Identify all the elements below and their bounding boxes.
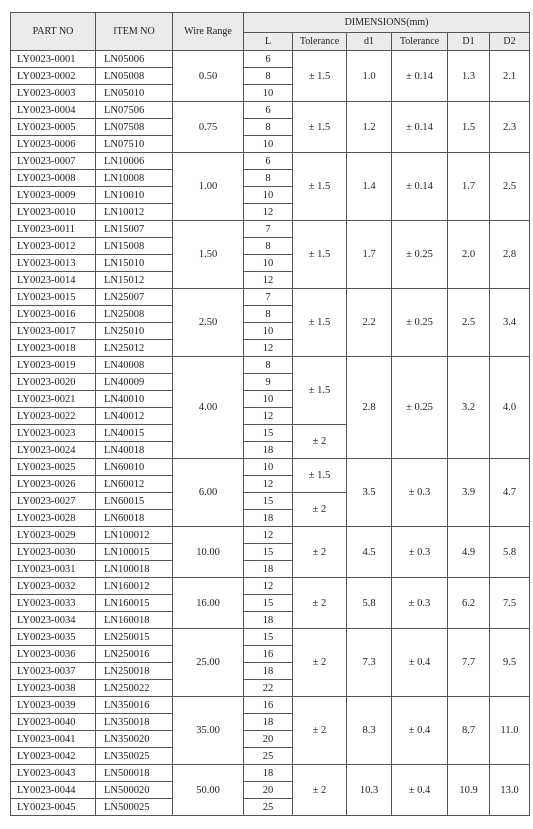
table-row <box>11 629 530 646</box>
length-cell: 10 <box>244 136 293 153</box>
d1-tolerance-cell: ± 0.4 <box>392 765 448 816</box>
dimensions-spec-table <box>10 12 530 816</box>
length-cell: 18 <box>244 663 293 680</box>
table-row <box>11 765 530 782</box>
D2-cell: 4.7 <box>490 459 530 527</box>
item-no-cell: LN07506 <box>96 102 173 119</box>
length-tolerance-cell: ± 1.5 <box>293 221 347 289</box>
D2-cell: 2.3 <box>490 102 530 153</box>
part-no-cell: LY0023-0014 <box>11 272 96 289</box>
length-cell: 10 <box>244 255 293 272</box>
length-tolerance-cell: ± 2 <box>293 527 347 578</box>
length-cell: 20 <box>244 782 293 799</box>
d1-cell: 7.3 <box>347 629 392 697</box>
header-item-no: ITEM NO <box>96 13 173 51</box>
item-no-cell: LN25012 <box>96 340 173 357</box>
length-cell: 15 <box>244 493 293 510</box>
item-no-cell: LN10006 <box>96 153 173 170</box>
part-no-cell: LY0023-0008 <box>11 170 96 187</box>
length-cell: 8 <box>244 170 293 187</box>
item-no-cell: LN250022 <box>96 680 173 697</box>
item-no-cell: LN40010 <box>96 391 173 408</box>
length-cell: 8 <box>244 306 293 323</box>
item-no-cell: LN40012 <box>96 408 173 425</box>
item-no-cell: LN05006 <box>96 51 173 68</box>
D1-cell: 7.7 <box>448 629 490 697</box>
D1-cell: 2.0 <box>448 221 490 289</box>
length-tolerance-cell: ± 2 <box>293 578 347 629</box>
part-no-cell: LY0023-0040 <box>11 714 96 731</box>
length-cell: 15 <box>244 425 293 442</box>
part-no-cell: LY0023-0028 <box>11 510 96 527</box>
part-no-cell: LY0023-0009 <box>11 187 96 204</box>
D1-cell: 1.3 <box>448 51 490 102</box>
d1-cell: 1.2 <box>347 102 392 153</box>
d1-cell: 8.3 <box>347 697 392 765</box>
length-cell: 10 <box>244 187 293 204</box>
part-no-cell: LY0023-0020 <box>11 374 96 391</box>
wire-range-cell: 16.00 <box>173 578 244 629</box>
part-no-cell: LY0023-0005 <box>11 119 96 136</box>
length-cell: 12 <box>244 272 293 289</box>
item-no-cell: LN07510 <box>96 136 173 153</box>
d1-cell: 2.2 <box>347 289 392 357</box>
table-row <box>11 102 530 119</box>
length-cell: 15 <box>244 629 293 646</box>
length-tolerance-cell: ± 2 <box>293 697 347 765</box>
length-tolerance-cell: ± 2 <box>293 493 347 527</box>
part-no-cell: LY0023-0021 <box>11 391 96 408</box>
header-l: L <box>244 33 293 51</box>
item-no-cell: LN350018 <box>96 714 173 731</box>
wire-range-cell: 35.00 <box>173 697 244 765</box>
length-cell: 9 <box>244 374 293 391</box>
table-row <box>11 527 530 544</box>
item-no-cell: LN40008 <box>96 357 173 374</box>
item-no-cell: LN350016 <box>96 697 173 714</box>
length-cell: 6 <box>244 102 293 119</box>
D1-cell: 1.7 <box>448 153 490 221</box>
item-no-cell: LN500025 <box>96 799 173 816</box>
length-tolerance-cell: ± 1.5 <box>293 51 347 102</box>
d1-cell: 1.4 <box>347 153 392 221</box>
length-cell: 25 <box>244 799 293 816</box>
length-tolerance-cell: ± 2 <box>293 425 347 459</box>
D2-cell: 5.8 <box>490 527 530 578</box>
part-no-cell: LY0023-0011 <box>11 221 96 238</box>
item-no-cell: LN100018 <box>96 561 173 578</box>
length-tolerance-cell: ± 2 <box>293 629 347 697</box>
part-no-cell: LY0023-0017 <box>11 323 96 340</box>
wire-range-cell: 6.00 <box>173 459 244 527</box>
length-cell: 12 <box>244 204 293 221</box>
D2-cell: 7.5 <box>490 578 530 629</box>
header-dimensions: DIMENSIONS(mm) <box>244 13 530 33</box>
length-cell: 25 <box>244 748 293 765</box>
part-no-cell: LY0023-0032 <box>11 578 96 595</box>
d1-tolerance-cell: ± 0.25 <box>392 289 448 357</box>
length-tolerance-cell: ± 1.5 <box>293 289 347 357</box>
length-cell: 18 <box>244 612 293 629</box>
length-cell: 7 <box>244 221 293 238</box>
D2-cell: 13.0 <box>490 765 530 816</box>
item-no-cell: LN15012 <box>96 272 173 289</box>
length-cell: 15 <box>244 544 293 561</box>
item-no-cell: LN25008 <box>96 306 173 323</box>
d1-tolerance-cell: ± 0.3 <box>392 578 448 629</box>
D1-cell: 3.9 <box>448 459 490 527</box>
wire-range-cell: 0.50 <box>173 51 244 102</box>
part-no-cell: LY0023-0043 <box>11 765 96 782</box>
d1-cell: 3.5 <box>347 459 392 527</box>
D2-cell: 4.0 <box>490 357 530 459</box>
part-no-cell: LY0023-0016 <box>11 306 96 323</box>
D2-cell: 2.8 <box>490 221 530 289</box>
item-no-cell: LN60012 <box>96 476 173 493</box>
part-no-cell: LY0023-0045 <box>11 799 96 816</box>
part-no-cell: LY0023-0029 <box>11 527 96 544</box>
part-no-cell: LY0023-0035 <box>11 629 96 646</box>
item-no-cell: LN160018 <box>96 612 173 629</box>
part-no-cell: LY0023-0034 <box>11 612 96 629</box>
length-cell: 18 <box>244 714 293 731</box>
length-cell: 18 <box>244 561 293 578</box>
header-D2: D2 <box>490 33 530 51</box>
item-no-cell: LN500020 <box>96 782 173 799</box>
wire-range-cell: 1.00 <box>173 153 244 221</box>
part-no-cell: LY0023-0027 <box>11 493 96 510</box>
d1-tolerance-cell: ± 0.3 <box>392 459 448 527</box>
wire-range-cell: 25.00 <box>173 629 244 697</box>
item-no-cell: LN160015 <box>96 595 173 612</box>
D2-cell: 9.5 <box>490 629 530 697</box>
item-no-cell: LN250015 <box>96 629 173 646</box>
length-cell: 22 <box>244 680 293 697</box>
length-cell: 8 <box>244 357 293 374</box>
D1-cell: 6.2 <box>448 578 490 629</box>
wire-range-cell: 50.00 <box>173 765 244 816</box>
header-wire-range: Wire Range <box>173 13 244 51</box>
header-d1: d1 <box>347 33 392 51</box>
d1-cell: 4.5 <box>347 527 392 578</box>
length-cell: 8 <box>244 119 293 136</box>
table-row <box>11 153 530 170</box>
length-cell: 10 <box>244 85 293 102</box>
d1-cell: 2.8 <box>347 357 392 459</box>
d1-cell: 1.0 <box>347 51 392 102</box>
d1-cell: 5.8 <box>347 578 392 629</box>
item-no-cell: LN60010 <box>96 459 173 476</box>
table-row <box>11 289 530 306</box>
table-row <box>11 357 530 374</box>
item-no-cell: LN250018 <box>96 663 173 680</box>
part-no-cell: LY0023-0030 <box>11 544 96 561</box>
D1-cell: 8.7 <box>448 697 490 765</box>
item-no-cell: LN500018 <box>96 765 173 782</box>
length-cell: 10 <box>244 323 293 340</box>
d1-tolerance-cell: ± 0.25 <box>392 221 448 289</box>
wire-range-cell: 2.50 <box>173 289 244 357</box>
part-no-cell: LY0023-0013 <box>11 255 96 272</box>
part-no-cell: LY0023-0012 <box>11 238 96 255</box>
length-cell: 8 <box>244 68 293 85</box>
part-no-cell: LY0023-0033 <box>11 595 96 612</box>
d1-tolerance-cell: ± 0.14 <box>392 51 448 102</box>
part-no-cell: LY0023-0038 <box>11 680 96 697</box>
item-no-cell: LN350020 <box>96 731 173 748</box>
header-tolerance-l: Tolerance <box>293 33 347 51</box>
item-no-cell: LN40018 <box>96 442 173 459</box>
length-cell: 18 <box>244 442 293 459</box>
part-no-cell: LY0023-0004 <box>11 102 96 119</box>
D1-cell: 2.5 <box>448 289 490 357</box>
d1-tolerance-cell: ± 0.3 <box>392 527 448 578</box>
part-no-cell: LY0023-0019 <box>11 357 96 374</box>
table-row <box>11 697 530 714</box>
item-no-cell: LN15008 <box>96 238 173 255</box>
header-D1: D1 <box>448 33 490 51</box>
length-tolerance-cell: ± 1.5 <box>293 357 347 425</box>
d1-tolerance-cell: ± 0.4 <box>392 629 448 697</box>
d1-tolerance-cell: ± 0.14 <box>392 153 448 221</box>
length-tolerance-cell: ± 2 <box>293 765 347 816</box>
item-no-cell: LN250016 <box>96 646 173 663</box>
part-no-cell: LY0023-0010 <box>11 204 96 221</box>
part-no-cell: LY0023-0037 <box>11 663 96 680</box>
table-row <box>11 578 530 595</box>
item-no-cell: LN100015 <box>96 544 173 561</box>
item-no-cell: LN25007 <box>96 289 173 306</box>
item-no-cell: LN40015 <box>96 425 173 442</box>
length-cell: 18 <box>244 765 293 782</box>
length-cell: 16 <box>244 697 293 714</box>
length-cell: 12 <box>244 408 293 425</box>
item-no-cell: LN160012 <box>96 578 173 595</box>
spec-table-container <box>10 12 530 816</box>
D1-cell: 4.9 <box>448 527 490 578</box>
item-no-cell: LN100012 <box>96 527 173 544</box>
item-no-cell: LN60018 <box>96 510 173 527</box>
length-cell: 10 <box>244 391 293 408</box>
item-no-cell: LN350025 <box>96 748 173 765</box>
item-no-cell: LN60015 <box>96 493 173 510</box>
length-cell: 15 <box>244 595 293 612</box>
length-cell: 6 <box>244 51 293 68</box>
D2-cell: 2.5 <box>490 153 530 221</box>
length-cell: 18 <box>244 510 293 527</box>
table-header <box>11 13 530 51</box>
D1-cell: 3.2 <box>448 357 490 459</box>
length-cell: 12 <box>244 340 293 357</box>
d1-tolerance-cell: ± 0.14 <box>392 102 448 153</box>
part-no-cell: LY0023-0036 <box>11 646 96 663</box>
item-no-cell: LN10008 <box>96 170 173 187</box>
wire-range-cell: 0.75 <box>173 102 244 153</box>
D2-cell: 3.4 <box>490 289 530 357</box>
part-no-cell: LY0023-0031 <box>11 561 96 578</box>
part-no-cell: LY0023-0007 <box>11 153 96 170</box>
length-tolerance-cell: ± 1.5 <box>293 459 347 493</box>
item-no-cell: LN07508 <box>96 119 173 136</box>
item-no-cell: LN05008 <box>96 68 173 85</box>
header-tolerance-d1: Tolerance <box>392 33 448 51</box>
length-cell: 12 <box>244 476 293 493</box>
length-tolerance-cell: ± 1.5 <box>293 102 347 153</box>
part-no-cell: LY0023-0001 <box>11 51 96 68</box>
part-no-cell: LY0023-0022 <box>11 408 96 425</box>
item-no-cell: LN40009 <box>96 374 173 391</box>
length-cell: 7 <box>244 289 293 306</box>
part-no-cell: LY0023-0025 <box>11 459 96 476</box>
item-no-cell: LN15010 <box>96 255 173 272</box>
length-cell: 12 <box>244 527 293 544</box>
d1-tolerance-cell: ± 0.25 <box>392 357 448 459</box>
part-no-cell: LY0023-0024 <box>11 442 96 459</box>
part-no-cell: LY0023-0039 <box>11 697 96 714</box>
length-tolerance-cell: ± 1.5 <box>293 153 347 221</box>
length-cell: 16 <box>244 646 293 663</box>
part-no-cell: LY0023-0003 <box>11 85 96 102</box>
D2-cell: 11.0 <box>490 697 530 765</box>
item-no-cell: LN10012 <box>96 204 173 221</box>
table-row <box>11 51 530 68</box>
D1-cell: 10.9 <box>448 765 490 816</box>
D1-cell: 1.5 <box>448 102 490 153</box>
length-cell: 12 <box>244 578 293 595</box>
length-cell: 10 <box>244 459 293 476</box>
part-no-cell: LY0023-0044 <box>11 782 96 799</box>
d1-cell: 10.3 <box>347 765 392 816</box>
item-no-cell: LN25010 <box>96 323 173 340</box>
item-no-cell: LN10010 <box>96 187 173 204</box>
wire-range-cell: 10.00 <box>173 527 244 578</box>
part-no-cell: LY0023-0006 <box>11 136 96 153</box>
part-no-cell: LY0023-0018 <box>11 340 96 357</box>
table-body <box>11 51 530 816</box>
wire-range-cell: 4.00 <box>173 357 244 459</box>
part-no-cell: LY0023-0023 <box>11 425 96 442</box>
table-row <box>11 221 530 238</box>
d1-tolerance-cell: ± 0.4 <box>392 697 448 765</box>
part-no-cell: LY0023-0015 <box>11 289 96 306</box>
item-no-cell: LN15007 <box>96 221 173 238</box>
d1-cell: 1.7 <box>347 221 392 289</box>
header-part-no: PART NO <box>11 13 96 51</box>
item-no-cell: LN05010 <box>96 85 173 102</box>
table-row <box>11 459 530 476</box>
length-cell: 8 <box>244 238 293 255</box>
part-no-cell: LY0023-0026 <box>11 476 96 493</box>
wire-range-cell: 1.50 <box>173 221 244 289</box>
length-cell: 6 <box>244 153 293 170</box>
D2-cell: 2.1 <box>490 51 530 102</box>
part-no-cell: LY0023-0042 <box>11 748 96 765</box>
length-cell: 20 <box>244 731 293 748</box>
part-no-cell: LY0023-0002 <box>11 68 96 85</box>
part-no-cell: LY0023-0041 <box>11 731 96 748</box>
